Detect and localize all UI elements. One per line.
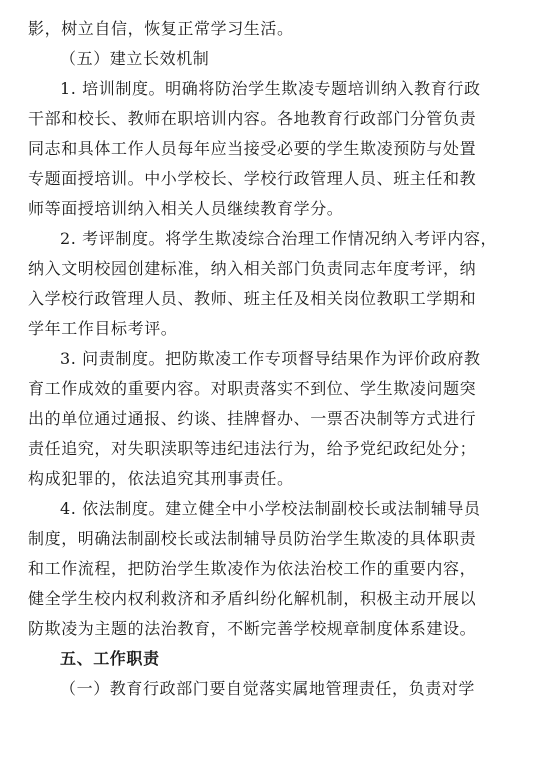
text-line: 入学校行政管理人员、教师、班主任及相关岗位教职工学期和 [28,289,477,308]
text-line: 影，树立自信，恢复正常学习生活。 [28,19,294,38]
paragraph-evaluation-start: 2. 考评制度。将学生欺凌综合治理工作情况纳入考评内容， [60,229,498,248]
section-heading: 五、工作职责 [60,649,160,668]
text-line: 制度，明确法制副校长或法制辅导员防治学生欺凌的具体职责 [28,529,477,548]
text-line: 纳入文明校园创建标准，纳入相关部门负责同志年度考评，纳 [28,259,477,278]
text-line: 同志和具体工作人员每年应当接受必要的学生欺凌预防与处置 [28,139,477,158]
text-line: 专题面授培训。中小学校长、学校行政管理人员、班主任和教 [28,169,477,188]
paragraph-duties-start: （一）教育行政部门要自觉落实属地管理责任，负责对学 [60,679,476,698]
text-line: 出的单位通过通报、约谈、挂牌督办、一票否决制等方式进行 [28,409,477,428]
paragraph-training-start: 1. 培训制度。明确将防治学生欺凌专题培训纳入教育行政 [60,79,481,98]
text-line: 学年工作目标考评。 [28,319,178,338]
text-line: 和工作流程，把防治学生欺凌作为依法治校工作的重要内容， [28,559,477,578]
text-line: 干部和校长、教师在职培训内容。各地教育行政部门分管负责 [28,109,477,128]
text-line: 防欺凌为主题的法治教育，不断完善学校规章制度体系建设。 [28,619,477,638]
text-line: 师等面授培训纳入相关人员继续教育学分。 [28,199,344,218]
text-line: 责任追究，对失职渎职等违纪违法行为，给予党纪政纪处分； [28,439,477,458]
text-line: 育工作成效的重要内容。对职责落实不到位、学生欺凌问题突 [28,379,477,398]
paragraph-legal-start: 4. 依法制度。建立健全中小学校法制副校长或法制辅导员 [60,499,481,518]
paragraph-accountability-start: 3. 问责制度。把防欺凌工作专项督导结果作为评价政府教 [60,349,481,368]
subsection-heading: （五）建立长效机制 [60,49,210,68]
text-line: 健全学生校内权利救济和矛盾纠纷化解机制，积极主动开展以 [28,589,477,608]
text-line: 构成犯罪的，依法追究其刑事责任。 [28,469,294,488]
